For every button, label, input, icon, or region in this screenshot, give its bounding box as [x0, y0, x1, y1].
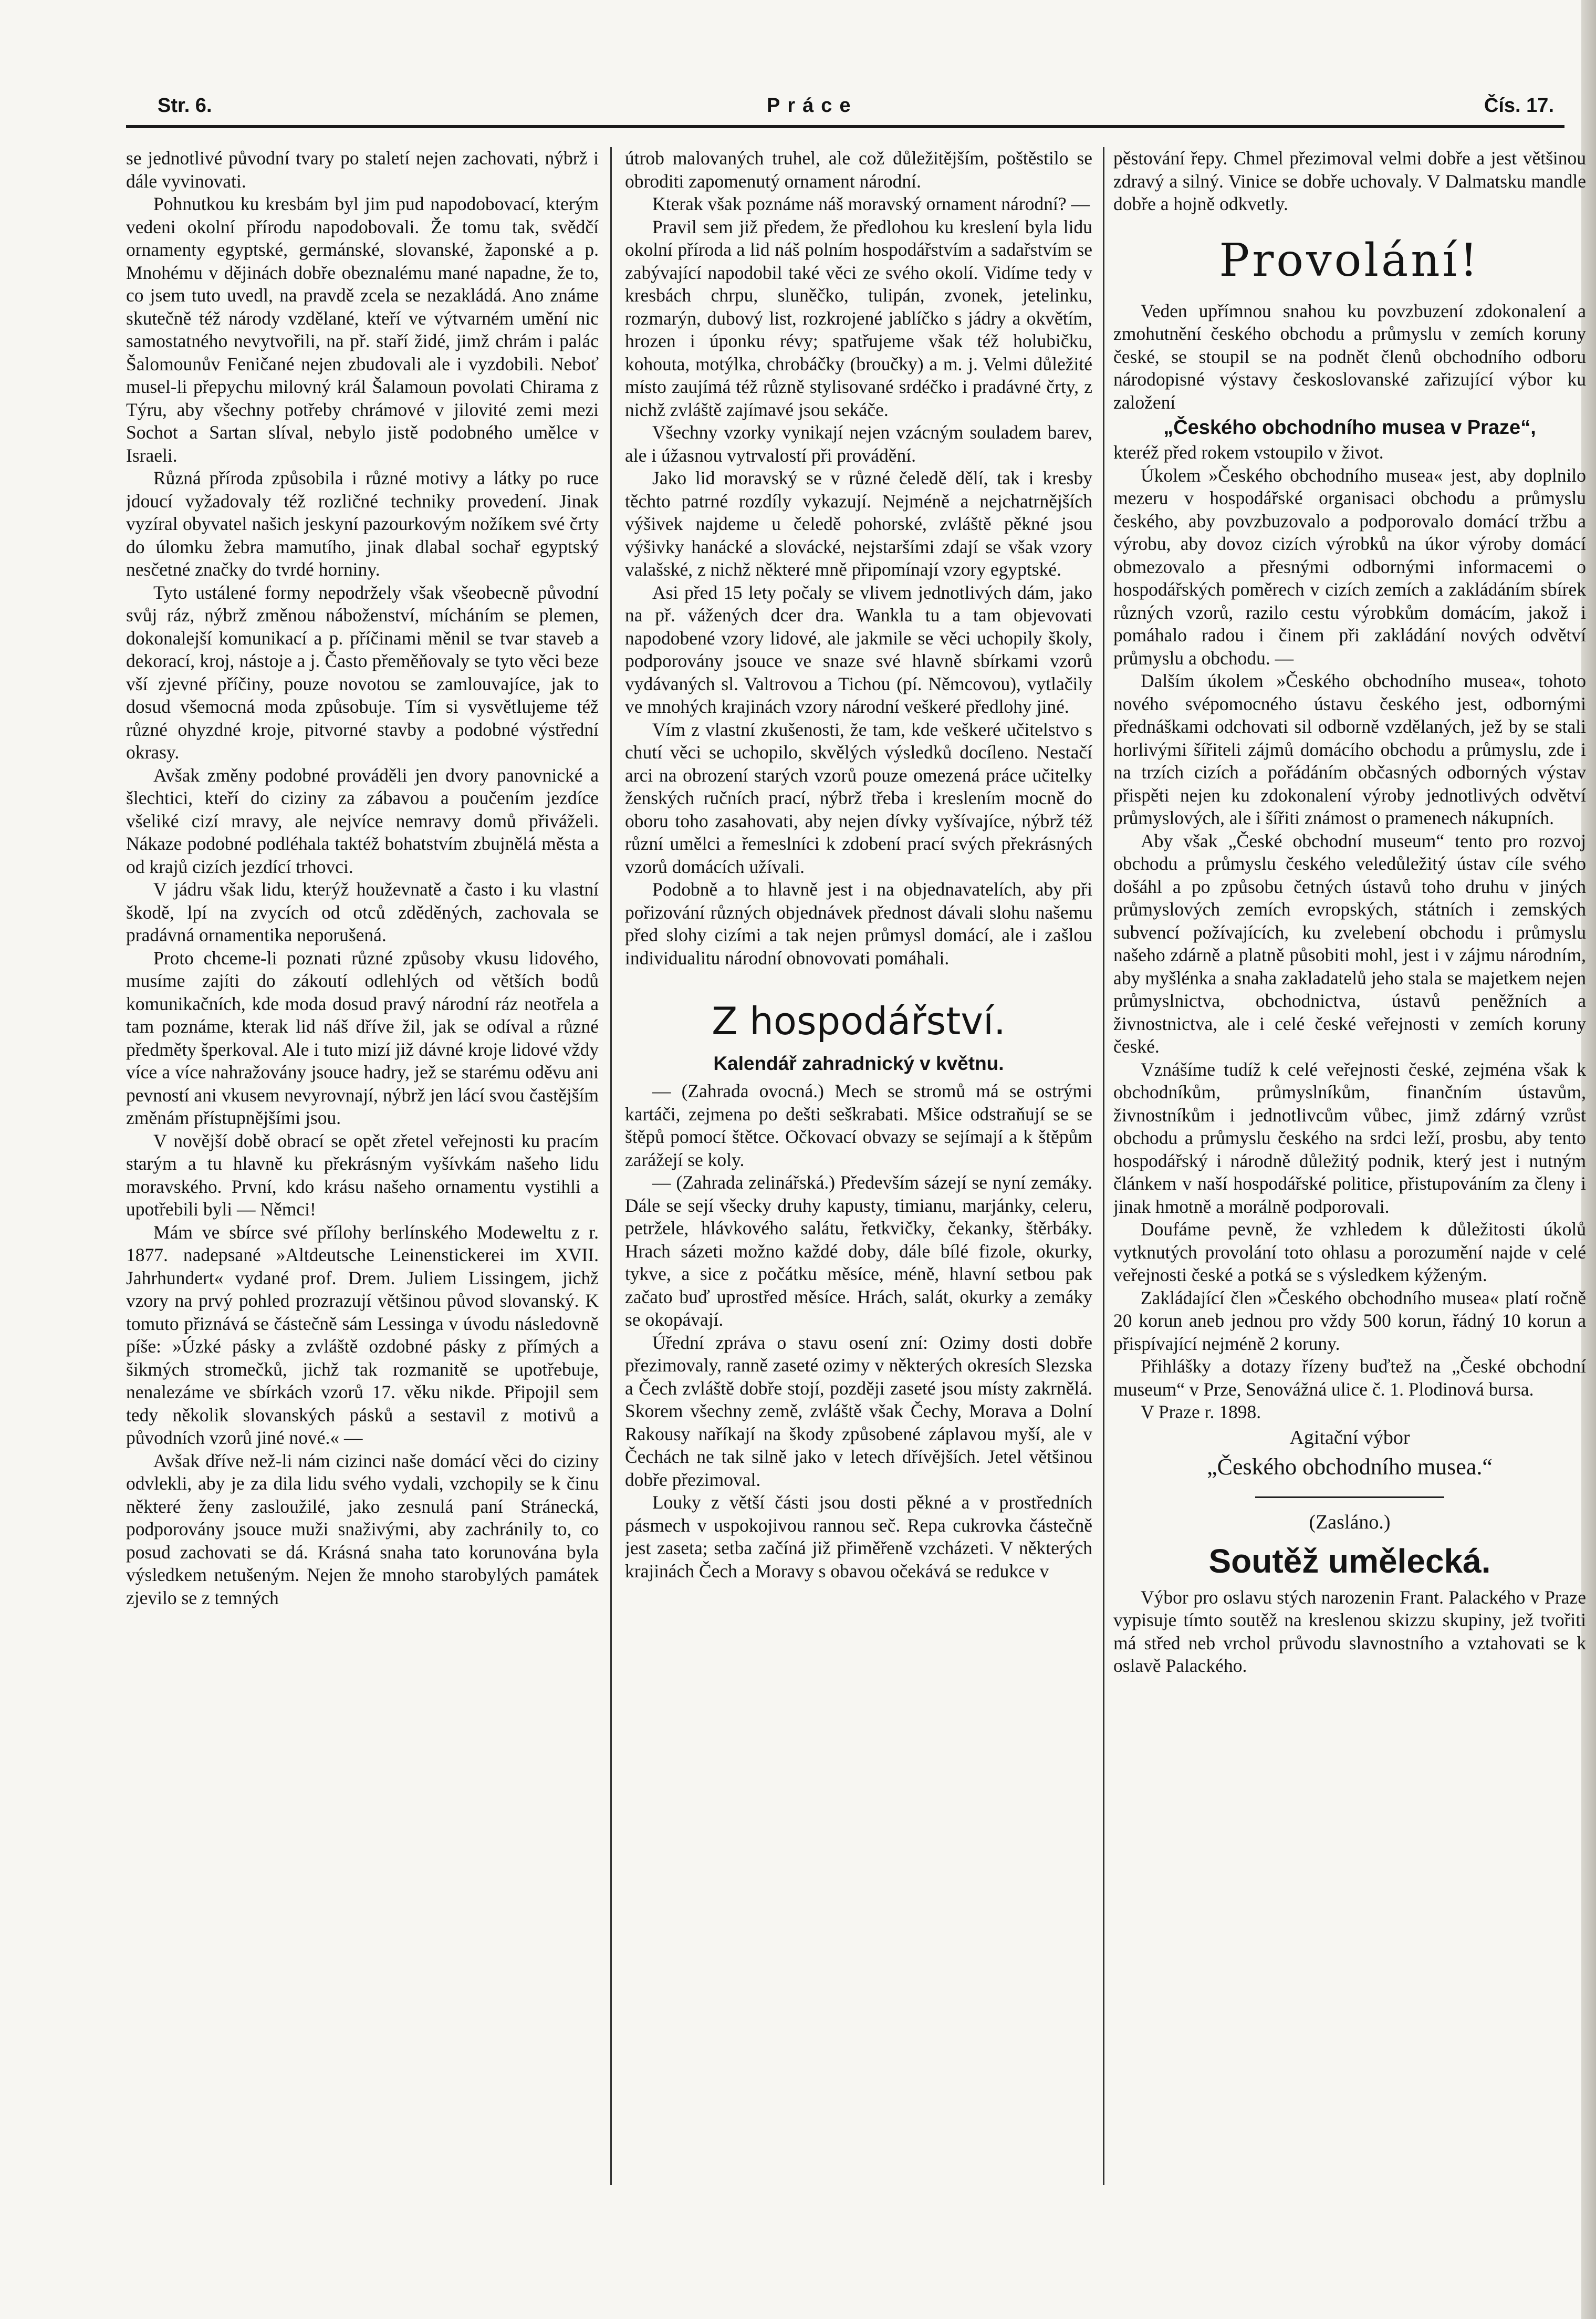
- paragraph: Výbor pro oslavu stých narozenin Frant. Palackého v Praze vypisuje tímto soutěž na kreslenou skizzu skupiny, jež tvořiti má střed neb vrchol průvodu slavnostního a vztahovati se k oslavě Palackého.: [1113, 1586, 1586, 1676]
- paragraph: pěstování řepy. Chmel přezimoval velmi dobře a jest většinou zdravý a silný. Vinice se dobře uchovaly. V Dalmatsku mandle dobře a hojně odkvetly.: [1113, 148, 1586, 214]
- paragraph: Mám ve sbírce své přílohy berlínského Modeweltu z r. 1877. nadepsané »Altdeutsche Leinenstickerei im XVII. Jahrhundert« vydané prof. Drem. Juliem Lissingem, jichž vzory na prvý pohled prozrazují většinou původ slovanský. K tomuto přiznává se částečně sám Lessinga v úvodu následovně píše: »Úzké pásky a zvláště ozdobné pásky z přímých a šikmých stromečků, jichž tak rozmanitě se upotřebuje, nenalezáme ve sbírkách vzorů 17. věku nikde. Připojil sem tedy několik slovanských pásků a sestavil z motivů a původních vzorů jiné nové.« —: [126, 1221, 599, 1448]
- paragraph: Asi před 15 lety počaly se vlivem jednotlivých dám, jako na př. vážených dcer dra. Wankla tu a tam objevovati napodobené vzory lidové, ale jakmile se věci uchopily školy, podporovány jsouce ve snaze své hlavně sbírkami vzorů vydávaných sl. Valtrovou a Tichou (pí. Němcovou), vytlačily ve mnohých krajinách vzory národní veškeré předlohy jiné.: [625, 581, 1092, 717]
- museum-signature: „Českého obchodního musea.“: [1207, 1453, 1493, 1480]
- calendar-heading: Kalendář zahradnický v květnu.: [713, 1053, 1004, 1074]
- paragraph: Pohnutkou ku kresbám byl jim pud napodobovací, kterým vedeni okolní přírodu napodobovali. Že tomu tak, svědčí ornamenty egyptské, germánské, slovanské, žaponské a p. Mnohému v dějinách dobře obeznalému mané napadne, že to, co jsem tuto uvedl, na pravdě zcela se nezakládá. Ano známe skutečně též národy vzdělané, kteří ve výtvarném umění nic samostatného nevytvořili, na př. staří židé, jimž chrám i palác Šalomounův Feničané nejen zbudovali ale i vyzdobili. Neboť musel-li přepychu milovný král Šalamoun povolati Chirama z Týru, aby všechny potřeby chrámové v jilovité zemi mezi Sochot a Sartan slíval, nebylo jistě podobného umělce v Israeli.: [126, 193, 599, 466]
- paragraph: V jádru však lidu, kterýž houževnatě a často i ku vlastní škodě, lpí na zvycích od otců zděděných, zachovala se pradávná ornamentika neporušená.: [126, 879, 599, 945]
- issue-number: Čís. 17.: [1484, 95, 1554, 117]
- place-date: V Praze r. 1898.: [1141, 1401, 1261, 1422]
- paragraph: Doufáme pevně, že vzhledem k důležitosti úkolů vytknutých provolání toto ohlasu a porozumění najde v celé veřejnosti české a potká se s výsledkem kýženým.: [1113, 1219, 1586, 1285]
- paragraph: — (Zahrada zelinářská.) Především sázejí se nyní zemáky. Dále se sejí všecky druhy kapusty, timianu, marjánky, celeru, petrželе, hlávkového salátu, řetkvičky, čekanky, štěrbáky. Hrach sázeti možno každé doby, dále bílé fizole, okurky, tykve, a sice z počátku měsíce, méně, hlavní setbou pak začato buď uprostřed měsíce. Hrách, salát, okurky a zemáky se okopávají.: [625, 1172, 1092, 1330]
- section-heading: Z hospodářství.: [712, 999, 1006, 1043]
- page-number: Str. 6.: [158, 95, 212, 117]
- paragraph: Aby však „České obchodní museum“ tento pro rozvoj obchodu a průmyslu českého veledůležitý ústav cíle svého došáhl a po způsobu četných ústavů toho druhu v jiných průmyslových zemích evropských, státních i zemských subvencí požívajících, ku zvelebení obchodu i průmyslu našeho zdárně a platně působiti mohl, jest i v zájmu národním, aby myšlénka a snaha zakladatelů jeho stala se majetkem nejen průmyslnictva, obchodnictva, ústavů peněžních a živnostnictva, ale i celé české veřejnosti v zemích koruny české.: [1113, 830, 1586, 1057]
- proclamation-heading: Provolání!: [1219, 234, 1480, 287]
- column-2: [625, 147, 1092, 2280]
- paragraph: Avšak dříve než-li nám cizinci naše domácí věci do ciziny odvlekli, aby je za dila lidu svého vydali, vzchopily se k činu některé ženy zasloužilé, jako zesnulá paní Stránecká, podporovány jsouce muži snaživými, aby zachránily to, co posud zachovati se dá. Krásná snaha tato korunována byla výsledkem netušeným. Nejen že mnoho starobylých památek zjevilo se z temných: [126, 1450, 599, 1608]
- paragraph: Úkolem »Českého obchodního musea« jest, aby doplnilo mezeru v hospodářské organisaci obchodu a průmyslu českého, aby povzbuzovalo a podporovalo domácí tržbu a výrobu, aby dovoz cizích výrobků na úkor výroby domácí obmezovalo a přesnými odbornými informacemi o hospodářských poměrech v cizích zemích a zakládáním sbírek různých vzorů, razilo cestu výrobkům domácím, jakož i pomáhalo radou i činem při zakládání nových odvětví průmyslu a obchodu. —: [1113, 464, 1586, 669]
- paragraph: Pravil sem již předem, že předlohou ku kreslení byla lidu okolní příroda a lid náš polním hospodářstvím a sadařstvím se zabývající napodobil také věci ze svého okolí. Vidíme tedy v kresbách chrpu, sluněčko, tulipán, zvonek, jetelinku, rozmarýn, dubový list, rozkrojené jablíčko s jádry a okvětím, hrozen i úponku révy; spatřujeme však též holubičku, kohouta, motýlka, chrobáčky (broučky) a m. j. Velmi důležité místo zaujímá též různě stylisované srdéčko i pradávné črty, z nichž zvláště zajímavé jsou sekáče.: [625, 216, 1092, 420]
- paragraph: kteréž před rokem vstoupilo v život.: [1113, 442, 1384, 463]
- sent-label: (Zasláno.): [1309, 1511, 1391, 1533]
- paragraph: Úřední zpráva o stavu osení zní: Ozimy dosti dobře přezimovaly, ranně zaseté ozimy v některých okresích Slezska a Čech zvláště dobře stojí, později zaseté jsou místy zakrnělá. Skorem všechny země, zvláště však Čechy, Morava a Dolní Rakousy naříkají na škody způsobené záplavou myší, ale v Čechách ne tak silně jako v letech dřívějších. Jetel většinou dobře přezimoval.: [625, 1332, 1092, 1490]
- paragraph: V novější době obrací se opět zřetel veřejnosti ku pracím starým a tu hlavně ku překrásným vyšívkám našeho lidu moravského. První, kdo krásu našeho ornamentu vystihli a upotřebili byli — Němci!: [126, 1130, 599, 1220]
- paragraph: Vznášíme tudíž k celé veřejnosti české, zejména však k obchodníkům, průmyslníkům, finančním ústavům, živnostníkům i jednotlivcům vůbec, jimž zdárný vzrůst obchodu a průmyslu českého na srdci leží, prosbu, aby tento hospodářský i národně důležitý podnik, který jest i nutným článkem v naší hospodářské politice, přistupováním za členy i jinak hmotně a morálně podporovali.: [1113, 1058, 1586, 1217]
- paragraph: útrob malovaných truhel, ale což důležitějším, poštěstilo se obroditi zapomenutý ornament národní.: [625, 148, 1092, 192]
- paragraph: se jednotlivé původní tvary po staletí nejen zachovati, nýbrž i dále vyvinovati.: [126, 148, 599, 192]
- paragraph: Jako lid moravský se v různé čeledě dělí, tak i kresby těchto patrné rozdíly vykazují. Nejméně a nejchatrnějších výšivek najdeme u čeledě pohorské, zvláště pěkné jsou výšivky hanácké a slovácké, nejstaršími zdají se však vzory valašské, z nichž některé mně připomínají vzory egyptské.: [625, 467, 1092, 580]
- paragraph: Avšak změny podobné prováděli jen dvory panovnické a šlechtici, kteří do ciziny za zábavou a poučením jezdíce všeliké cizí mravy, ale nejvíce nemravy domů přiváželi. Nákaze podobné podléhala taktéž bohatstvím zbujnělá města a od krajů cizích jezdící trhovci.: [126, 764, 599, 877]
- paragraph: Kterak však poznáme náš moravský ornament národní? —: [652, 193, 1090, 214]
- paragraph: Vím z vlastní zkušenosti, že tam, kde veškeré učitelstvo s chutí věci se uchopilo, skvělých výsledků docíleno. Nestačí arci na obrození starých vzorů pouze omezená práce učitelky ženských ručních prací, nýbrž třeba i kreslením mocně do oboru toho zasahovati, aby nejen dívky vyšívajíce, nýbrž též různí umělci a řemeslníci k zdobení prací svých překrásných vzorů domácích užívali.: [625, 719, 1092, 877]
- paragraph: Všechny vzorky vynikají nejen vzácným souladem barev, ale i úžasnou vytrvalostí při provádění.: [625, 422, 1092, 466]
- header-rule: [126, 125, 1564, 128]
- newspaper-title: Práce: [767, 95, 858, 117]
- paragraph: Proto chceme-li poznati různé způsoby vkusu lidového, musíme zajíti do zákoutí odlehlých od větších bodů komunikačních, kde moda dosud pravý národní ráz neotřela a tam poznáme, kterak lid náš dříve žil, jak se odíval a různé předměty šperkoval. Ale i tuto mizí již dávné kroje lidové vždy více a více nahražovány jsouce hadry, jež se starému oděvu ani pevností ani vkusem nevyrovnají, nýbrž jen lácí svou častějším změnám přístupnějšími jsou.: [126, 947, 599, 1128]
- paragraph: Louky z větší části jsou dosti pěkné a v prostředních pásmech v uspokojivou rannou seč. Repa cukrovka částečně jest zaseta; setba začíná již přiměřeně vzcházeti. V některých krajinách Čech a Moravy s obavou očekává se redukce v: [625, 1492, 1092, 1582]
- column-3: [1113, 147, 1586, 2280]
- committee-signature: Agitační výbor: [1289, 1426, 1410, 1449]
- column-1: [126, 147, 599, 2280]
- paragraph: Různá příroda způsobila i různé motivy a látky po ruce jdoucí vyžadovaly též rozličné techniky provedení. Jinak vyzíral obyvatel našich jeskyní pazourkovým nožíkem své črty do úlomku žebra mamutího, jinak dlabal sochař egyptský nesčetné značky do tvrdé horniny.: [126, 467, 599, 580]
- page-header: [158, 89, 1554, 126]
- divider: [1255, 1496, 1444, 1498]
- column-divider: [1103, 147, 1104, 2185]
- contest-heading: Soutěž umělecká.: [1208, 1542, 1491, 1580]
- paragraph: Veden upřímnou snahou ku povzbuzení zdokonalení a zmohutnění českého obchodu a průmyslu v zemích koruny české, se stoupil se na podnět členů obchodního odboru národopisné výstavy českoslovanské zařizující výbor ku založení: [1113, 300, 1586, 413]
- column-divider: [610, 147, 612, 2185]
- paragraph: — (Zahrada ovocná.) Mech se stromů má se ostrými kartáči, zejmena po dešti seškrabati. Mšice odstraňují se se štěpů pomocí štětce. Očkovací obvazy se sejímají a k štěpům zarážejí se koly.: [625, 1080, 1092, 1170]
- paragraph: Přihlášky a dotazy řízeny buďtež na „České obchodní museum“ v Prze, Senovážná ulice č. 1. Plodinová bursa.: [1113, 1356, 1586, 1400]
- paragraph: Podobně a to hlavně jest i na objednavatelích, aby při pořizování různých objednávek přednost dávali slohu našemu před slohy cizími a tak nejen průmysl domácí, ale i zašlou individualitu národní obnovovati pomáhali.: [625, 879, 1092, 969]
- museum-heading: „Českého obchodního musea v Praze“,: [1163, 417, 1536, 439]
- paragraph: Dalším úkolem »Českého obchodního musea«, tohoto nového svépomocného ústavu českého jest, odbornými přednáškami odchovati sil odborně vzdělaných, jež by se stali horlivými šířiteli zájmů domácího obchodu a průmyslu, zde i na trzích cizích a pořádáním občasných odborných výstav přispěti nejen ku zdokonalení výroby jednotlivých odvětví průmyslových, ale i šířiti známost o pramenech nákupních.: [1113, 670, 1586, 828]
- paragraph: Zakládající člen »Českého obchodního musea« platí ročně 20 korun aneb jednou pro vždy 500 korun, řádný 10 korun a přispívající nejméně 2 koruny.: [1113, 1287, 1586, 1354]
- paragraph: Tyto ustálené formy nepodržely však všeobecně původní svůj ráz, nýbrž změnou náboženství, mícháním se plemen, dokonalejší komunikací a p. příčinami měnil se tvar staveb a dekorací, kroj, nástoje a j. Často přeměňovaly se tyto věci beze vší zjevné příčiny, pouze novotou se zamlouvajíce, jak to dosud všemocná moda způsobuje. Tím si vysvětlujeme též různé ohyzdné kroje, pitvorné stavby a podobné výstřední okrasy.: [126, 581, 599, 763]
